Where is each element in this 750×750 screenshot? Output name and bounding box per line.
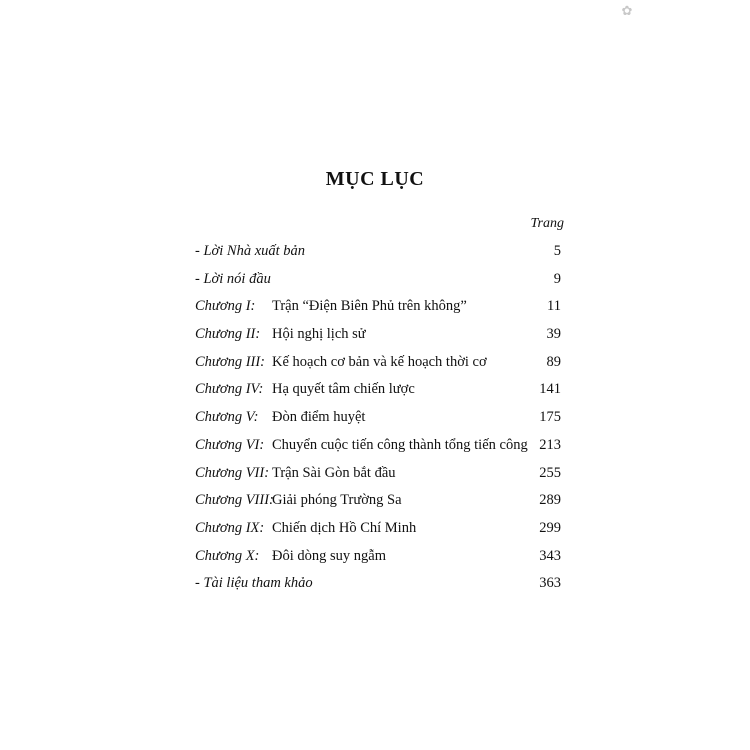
toc-entry-label: Chương III:: [195, 353, 266, 370]
toc-entry-label: Chương IV:: [195, 381, 264, 398]
toc-entry-label: - Lời nói đầu: [195, 270, 271, 287]
toc-entry-title: Hạ quyết tâm chiến lược: [272, 381, 415, 398]
toc-entry-page: 255: [539, 464, 561, 481]
toc-entry-title: Đòn điểm huyệt: [272, 409, 366, 426]
toc-entry: [195, 570, 561, 598]
toc-entry: [195, 238, 561, 266]
toc-entry-title: Trận “Điện Biên Phủ trên không”: [272, 298, 467, 315]
toc-entry-page: 39: [546, 326, 561, 343]
toc-entry-page: 11: [547, 298, 561, 315]
toc-entry: [195, 293, 561, 321]
toc-entry-page: 363: [539, 575, 561, 592]
toc-entry-label: Chương I:: [195, 298, 256, 315]
toc-entry-label: Chương X:: [195, 547, 260, 564]
toc-entry-label: - Tài liệu tham khảo: [195, 575, 313, 592]
toc-entry: [195, 515, 561, 543]
toc-entry: [195, 349, 561, 377]
toc-entry: [195, 487, 561, 515]
table-of-contents: [195, 238, 561, 598]
toc-entry-title: Chuyển cuộc tiến công thành tổng tiến công: [272, 436, 528, 453]
toc-entry-title: Đôi dòng suy ngẫm: [272, 547, 386, 564]
toc-entry-page: 175: [539, 409, 561, 426]
toc-entry-title: Hội nghị lịch sử: [272, 326, 366, 343]
toc-entry-title: Kế hoạch cơ bản và kế hoạch thời cơ: [272, 353, 487, 370]
toc-entry-label: Chương IX:: [195, 519, 265, 536]
toc-entry: [195, 321, 561, 349]
toc-entry-page: 89: [546, 353, 561, 370]
toc-entry: [195, 404, 561, 432]
toc-entry-page: 213: [539, 436, 561, 453]
toc-entry-page: 141: [539, 381, 561, 398]
toc-entry-page: 343: [539, 547, 561, 564]
toc-entry-title: Chiến dịch Hồ Chí Minh: [272, 519, 417, 536]
toc-entry-label: Chương VIII:: [195, 492, 274, 509]
toc-entry: [195, 460, 561, 488]
toc-entry-label: Chương V:: [195, 409, 259, 426]
toc-entry-title: Trận Sài Gòn bắt đầu: [272, 464, 396, 481]
page-column-header: Trang: [530, 216, 564, 231]
toc-entry-label: - Lời Nhà xuất bản: [195, 243, 306, 259]
toc-entry-page: 299: [539, 519, 561, 536]
page-title: MỤC LỤC: [325, 168, 425, 190]
toc-entry-label: Chương II:: [195, 326, 261, 343]
toc-entry: [195, 376, 561, 404]
toc-entry: [195, 432, 561, 460]
toc-entry: [195, 266, 561, 294]
toc-entry-page: 289: [539, 492, 561, 509]
toc-entry-page: 5: [553, 243, 561, 259]
flower-icon: ✿: [621, 3, 633, 18]
toc-entry-label: Chương VII:: [195, 464, 270, 481]
toc-entry-label: Chương VI:: [195, 436, 265, 453]
toc-entry: [195, 543, 561, 571]
toc-entry-title: Giải phóng Trường Sa: [272, 492, 402, 509]
toc-entry-page: 9: [553, 270, 561, 287]
